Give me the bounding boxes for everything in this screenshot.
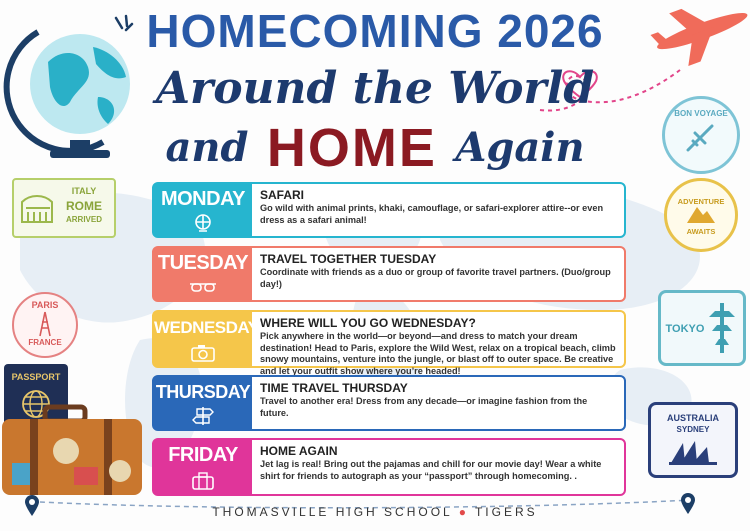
colosseum-icon	[20, 192, 54, 224]
subtitle-again: Again	[455, 124, 585, 171]
day-row-tuesday	[152, 246, 626, 302]
bon-voyage-text: BON VOYAGE	[674, 109, 728, 118]
australia-stamp-line2: SYDNEY	[676, 425, 710, 434]
camera-icon	[189, 344, 217, 362]
page-subtitle-line2	[0, 118, 750, 178]
subtitle-home: HOME	[266, 118, 437, 178]
page-title: HOMECOMING 2026	[146, 5, 604, 57]
day-badge-tuesday	[154, 248, 252, 300]
adventure-stamp	[664, 178, 738, 252]
day-label: WEDNESDAY	[154, 318, 259, 337]
paris-stamp-line2: FRANCE	[28, 338, 62, 347]
italy-stamp-line2: ROME	[66, 199, 102, 213]
day-description: Coordinate with friends as a duo or group of favorite travel partners. (Duo/group day!)	[260, 267, 611, 289]
paris-stamp-line1: PARIS	[31, 300, 59, 310]
italy-stamp	[12, 178, 116, 238]
mountain-icon	[687, 203, 715, 223]
day-row-thursday	[152, 375, 626, 431]
australia-stamp-line1: AUSTRALIA	[667, 413, 719, 423]
day-badge-friday	[154, 440, 252, 494]
sunglasses-icon	[189, 278, 217, 296]
day-label: TUESDAY	[157, 252, 249, 274]
day-label: MONDAY	[160, 188, 246, 210]
footer	[0, 505, 750, 519]
day-badge-wednesday	[154, 312, 259, 366]
day-badge-thursday	[154, 377, 252, 429]
plane-stamp-icon	[685, 123, 715, 153]
day-label: THURSDAY	[155, 382, 251, 402]
australia-stamp	[648, 402, 738, 478]
day-description: Travel to another era! Dress from any decade—or imagine fashion from the future.	[260, 396, 588, 418]
day-badge-monday	[154, 184, 252, 236]
suitcase-small-icon	[189, 472, 217, 490]
subtitle-and: and	[165, 124, 249, 171]
day-title: SAFARI	[260, 188, 305, 202]
opera-house-icon	[669, 439, 717, 465]
footer-school: THOMASVILLE HIGH SCHOOL	[212, 505, 453, 519]
signpost-icon	[189, 407, 217, 425]
day-title: TIME TRAVEL THURSDAY	[260, 381, 408, 395]
globe-stand-icon	[189, 214, 217, 232]
footer-separator-dot: ●	[458, 505, 469, 519]
day-title: HOME AGAIN	[260, 444, 338, 458]
page-subtitle: Around the World	[155, 63, 595, 114]
day-row-monday	[152, 182, 626, 238]
pagoda-icon	[707, 303, 737, 353]
day-title: TRAVEL TOGETHER TUESDAY	[260, 252, 437, 266]
tokyo-stamp	[658, 290, 746, 366]
tokyo-stamp-text: TOKYO	[665, 323, 705, 335]
adventure-stamp-text: ADVENTURE AWAITS	[677, 197, 725, 236]
italy-stamp-line1: ITALY	[71, 186, 97, 196]
paris-stamp	[12, 292, 78, 358]
day-description: Go wild with animal prints, khaki, camouflage, or safari-explorer attire--or even dress as a safari animal!	[260, 203, 604, 225]
day-row-friday	[152, 438, 626, 496]
day-label: FRIDAY	[168, 444, 238, 466]
passport-label: PASSPORT	[11, 372, 61, 382]
italy-stamp-line3: ARRIVED	[65, 215, 102, 224]
footer-mascot: TIGERS	[474, 505, 538, 519]
day-row-wednesday	[152, 310, 626, 376]
eiffel-tower-icon	[36, 312, 54, 336]
day-title: WHERE WILL YOU GO WEDNESDAY?	[260, 316, 476, 330]
suitcase-icon	[0, 405, 150, 500]
day-description: Pick anywhere in the world—or beyond—and dress to match your dream destination! Head to Paris, explore the Wild West, relax on a tropical beach, climb snowy mountains, venture into the jungle, or blast off to outer space. Be creative and let your outfit show where you’re headed!	[260, 331, 616, 376]
bon-voyage-stamp	[662, 96, 740, 174]
day-description: Jet lag is real! Bring out the pajamas and chill for our movie day! Wear a white shirt for friends to autograph as your “passport” through homecoming. .	[260, 459, 602, 481]
